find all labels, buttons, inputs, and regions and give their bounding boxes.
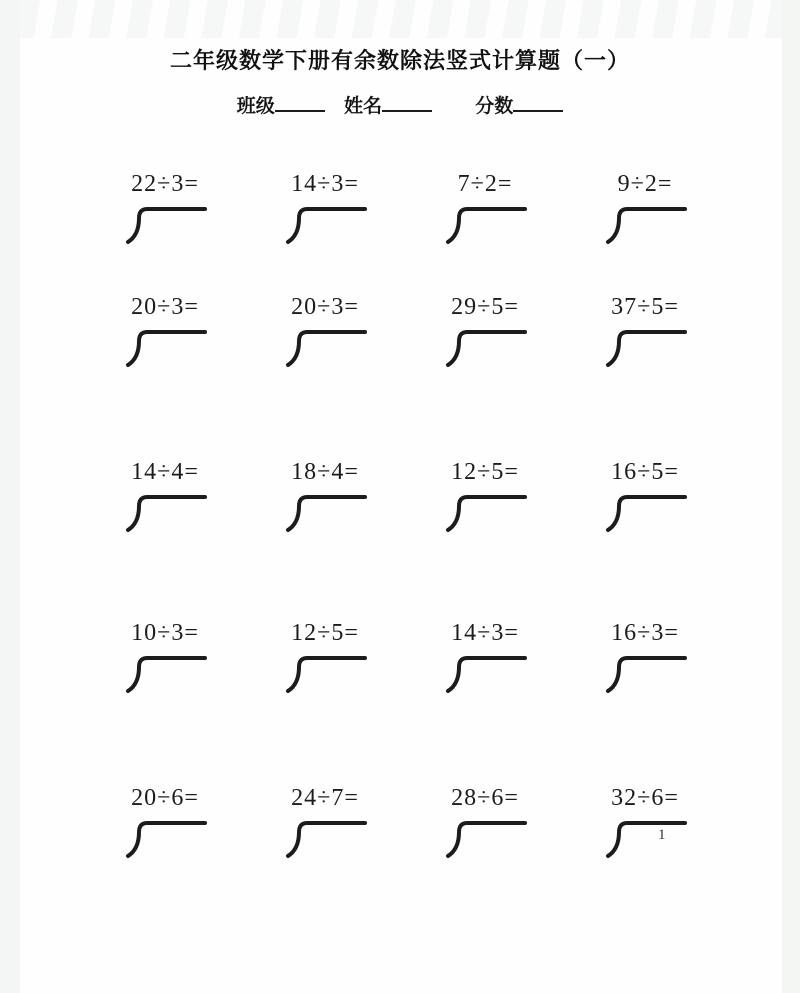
- division-problem: [85, 294, 245, 369]
- division-problem: [245, 459, 405, 534]
- problem-expression: 16÷5=: [611, 459, 679, 485]
- division-problem: [565, 171, 725, 246]
- class-label: 班级: [236, 96, 275, 117]
- division-problem: [245, 294, 405, 369]
- long-division-bracket-icon: [603, 204, 687, 246]
- class-field: [237, 92, 325, 119]
- long-division-bracket-icon: [603, 492, 687, 534]
- division-problem: [565, 785, 725, 860]
- division-problem: [405, 171, 565, 246]
- problem-row: [85, 294, 725, 369]
- problem-row: [85, 785, 725, 860]
- long-division-bracket-icon: [123, 818, 207, 860]
- division-problem: [85, 620, 245, 695]
- score-label: 分数: [475, 96, 514, 117]
- score-blank: [513, 92, 563, 112]
- long-division-bracket-icon: [443, 204, 527, 246]
- long-division-bracket-icon: [443, 653, 527, 695]
- problem-expression: 14÷3=: [291, 171, 359, 197]
- problem-expression: 37÷5=: [611, 294, 679, 320]
- problem-expression: 29÷5=: [451, 294, 519, 320]
- problem-expression: 20÷3=: [291, 294, 359, 320]
- long-division-bracket-icon: [123, 204, 207, 246]
- division-problem: [405, 459, 565, 534]
- long-division-bracket-icon: [443, 492, 527, 534]
- problem-expression: 20÷3=: [131, 294, 199, 320]
- division-problem: [245, 620, 405, 695]
- problem-expression: 28÷6=: [451, 785, 519, 811]
- long-division-bracket-icon: [603, 653, 687, 695]
- long-division-bracket-icon: [123, 492, 207, 534]
- division-problem: [565, 294, 725, 369]
- division-problem: [405, 785, 565, 860]
- problem-expression: 16÷3=: [611, 620, 679, 646]
- problem-expression: 18÷4=: [291, 459, 359, 485]
- long-division-bracket-icon: [443, 818, 527, 860]
- division-problem: [565, 620, 725, 695]
- problem-expression: 10÷3=: [131, 620, 199, 646]
- long-division-bracket-icon: [283, 818, 367, 860]
- division-problem: [245, 171, 405, 246]
- problem-expression: 9÷2=: [617, 171, 673, 197]
- class-blank: [275, 92, 325, 112]
- long-division-bracket-icon: [603, 818, 687, 860]
- worksheet-title: 二年级数学下册有余数除法竖式计算题（一）: [169, 48, 630, 73]
- long-division-bracket-icon: [283, 653, 367, 695]
- name-field: [344, 92, 432, 119]
- problem-expression: 32÷6=: [611, 785, 679, 811]
- problem-expression: 24÷7=: [291, 785, 359, 811]
- long-division-bracket-icon: [123, 327, 207, 369]
- long-division-bracket-icon: [443, 327, 527, 369]
- long-division-bracket-icon: [123, 653, 207, 695]
- score-field: [475, 92, 563, 119]
- long-division-bracket-icon: [603, 327, 687, 369]
- problem-expression: 14÷4=: [131, 459, 199, 485]
- division-problem: [405, 620, 565, 695]
- problem-expression: 12÷5=: [451, 459, 519, 485]
- division-problem: [405, 294, 565, 369]
- division-problem: [85, 171, 245, 246]
- long-division-bracket-icon: [283, 327, 367, 369]
- problem-expression: 7÷2=: [457, 171, 513, 197]
- name-blank: [382, 92, 432, 112]
- name-label: 姓名: [343, 96, 382, 117]
- long-division-bracket-icon: [283, 204, 367, 246]
- page-number: 1: [658, 827, 666, 843]
- problem-row: [85, 171, 725, 246]
- long-division-bracket-icon: [283, 492, 367, 534]
- problem-expression: 20÷6=: [131, 785, 199, 811]
- division-problem: [85, 785, 245, 860]
- problem-row: [85, 459, 725, 534]
- problems-area: [0, 171, 800, 860]
- header-fields: [0, 92, 800, 119]
- problem-expression: 22÷3=: [131, 171, 199, 197]
- division-problem: [565, 459, 725, 534]
- problem-expression: 12÷5=: [291, 620, 359, 646]
- division-problem: [245, 785, 405, 860]
- division-problem: [85, 459, 245, 534]
- problem-row: [85, 620, 725, 695]
- problem-expression: 14÷3=: [451, 620, 519, 646]
